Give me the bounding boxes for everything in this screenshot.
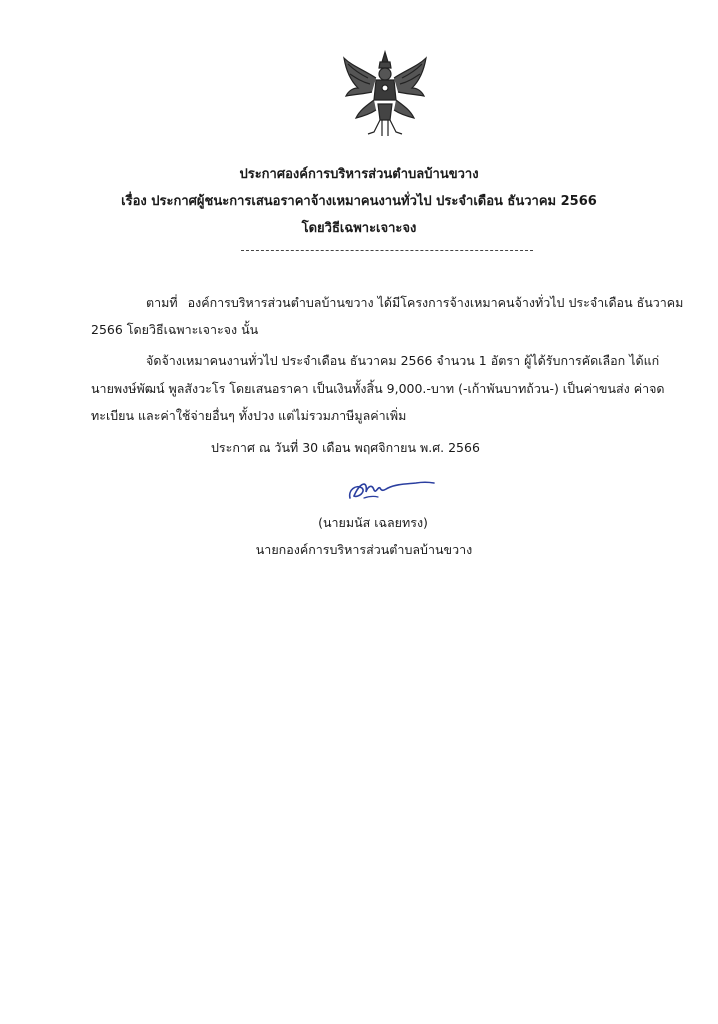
signer-name: (นายมนัส เฉลยทรง) [318,515,428,530]
paragraph-2-line-2: นายพงษ์พัฒน์ พูลสังวะโร โดยเสนอราคา เป็นเงินทั้งสิ้น 9,000.-บาท (-เก้าพันบาทถ้วน-) เป็นค่าขนส่ง ค่าจด [91,381,665,396]
paragraph-2-line-1: จัดจ้างเหมาคนงานทั่วไป ประจำเดือน ธันวาคม 2566 จำนวน 1 อัตรา ผู้ได้รับการคัดเลือก ได้แก่ [146,353,660,368]
header-line-3: โดยวิธีเฉพาะเจาะจง [301,221,417,236]
paragraph-1-rest: องค์การบริหารส่วนตำบลบ้านขวาง ได้มีโครงการจ้างเหมาคนจ้างทั่วไป ประจำเดือน ธันวาคม [187,295,684,310]
header-line-2: เรื่อง ประกาศผู้ชนะการเสนอราคาจ้างเหมาคนงานทั่วไป ประจำเดือน ธันวาคม 2566 [121,194,597,209]
paragraph-2-line-3: ทะเบียน และค่าใช้จ่ายอื่นๆ ทั้งปวง แต่ไม่รวมภาษีมูลค่าเพิ่ม [91,408,407,423]
signature-icon [344,476,436,504]
paragraph-1-line-2: 2566 โดยวิธีเฉพาะเจาะจง นั้น [91,322,259,337]
signer-title: นายกองค์การบริหารส่วนตำบลบ้านขวาง [255,542,473,557]
garuda-emblem-icon [338,48,432,140]
announcement-date: ประกาศ ณ วันที่ 30 เดือน พฤศจิกายน พ.ศ. 2566 [211,440,480,455]
paragraph-1-line-1 [146,294,683,312]
dashed-divider [241,250,533,251]
header-line-1: ประกาศองค์การบริหารส่วนตำบลบ้านขวาง [239,167,479,182]
paragraph-1-lead: ตามที่ [146,295,178,310]
